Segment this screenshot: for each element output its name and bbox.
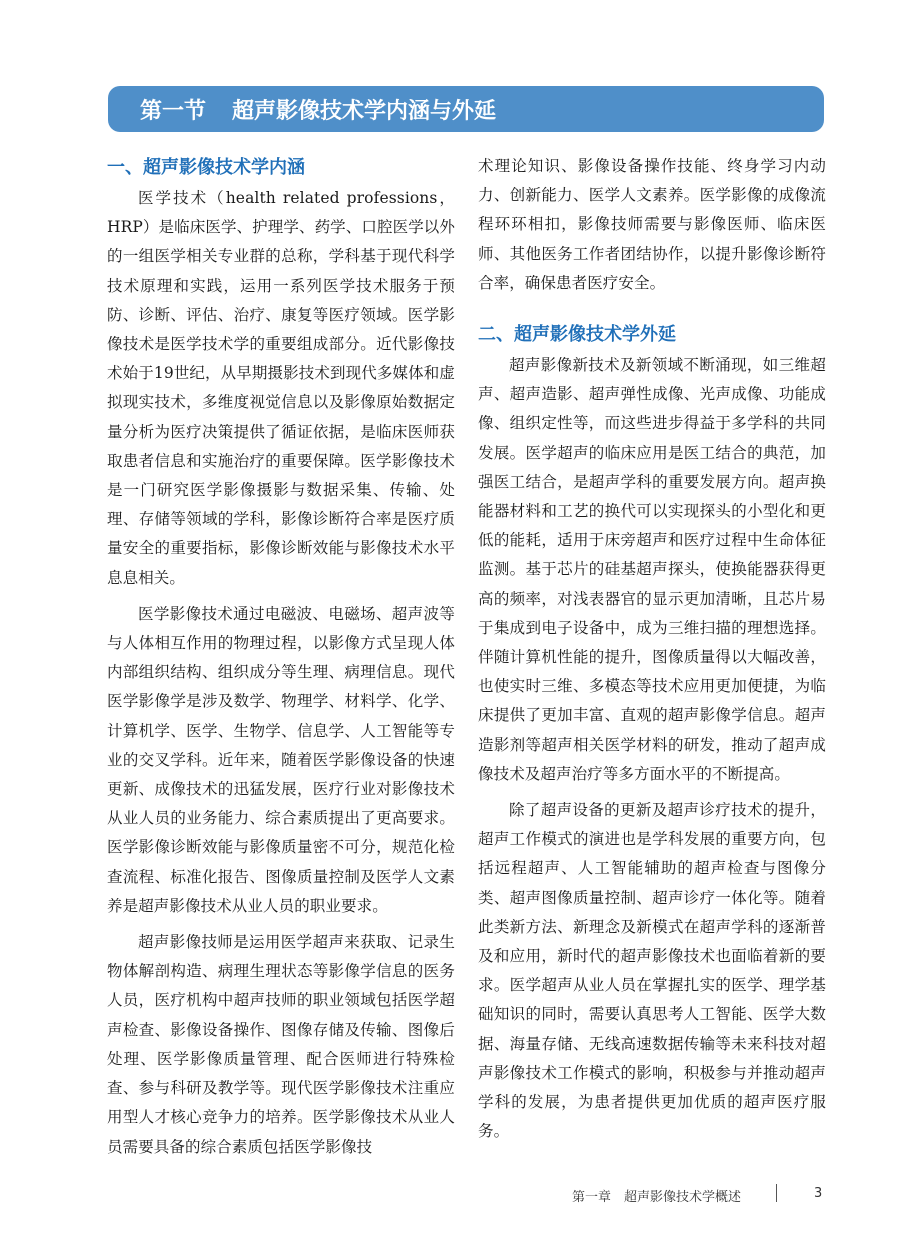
right-column	[478, 152, 826, 1147]
page-footer	[0, 1184, 900, 1208]
page-number: 3	[814, 1186, 823, 1201]
paragraph: 超声影像技师是运用医学超声来获取、记录生物体解剖构造、病理生理状态等影像学信息的医务人员，医疗机构中超声技师的职业领域包括医学超声检查、影像设备操作、图像存储及传输、图像后处理、医学影像质量管理、配合医师进行特殊检查、参与科研及教学等。现代医学影像技术注重应用型人才核心竞争力的培养。医学影像技术从业人员需要具备的综合素质包括医学影像技	[107, 933, 455, 1156]
footer-divider	[776, 1184, 777, 1202]
subsection-heading-extension: 二、超声影像技术学外延	[478, 324, 676, 346]
chapter-title: 第一章 超声影像技术学概述	[572, 1190, 742, 1205]
paragraph: 除了超声设备的更新及超声诊疗技术的提升，超声工作模式的演进也是学科发展的重要方向，包括远程超声、人工智能辅助的超声检查与图像分类、超声图像质量控制、超声诊疗一体化等。随着此类新方法、新理念及新模式在超声学科的逐渐普及和应用，新时代的超声影像技术也面临着新的要求。医学超声从业人员在掌握扎实的医学、理学基础知识的同时，需要认真思考人工智能、医学大数据、海量存储、无线高速数据传输等未来科技对超声影像技术工作模式的影响，积极参与并推动超声学科的发展，为患者提供更加优质的超声医疗服务。	[478, 801, 826, 1141]
paragraph: 医学技术（health related professions，HRP）是临床医学、护理学、药学、口腔医学以外的一组医学相关专业群的总称，学科基于现代科学技术原理和实践，运用一系列医学技术服务于预防、诊断、评估、治疗、康复等医疗领域。医学影像技术是医学技术学的重要组成部分。近代影像技术始于19世纪，从早期摄影技术到现代多媒体和虚拟现实技术，多维度视觉信息以及影像原始数据定量分析为医疗决策提供了循证依据，是临床医师获取患者信息和实施治疗的重要保障。医学影像技术是一门研究医学影像摄影与数据采集、传输、处理、存储等领域的学科，影像诊断符合率是医疗质量安全的重要指标，影像诊断效能与影像技术水平息息相关。	[107, 189, 455, 587]
paragraph: 超声影像新技术及新领域不断涌现，如三维超声、超声造影、超声弹性成像、光声成像、功能成像、组织定性等，而这些进步得益于多学科的共同发展。医学超声的临床应用是医工结合的典范，加强医工结合，是超声学科的重要发展方向。超声换能器材料和工艺的换代可以实现探头的小型化和更低的能耗，适用于床旁超声和医疗过程中生命体征监测。基于芯片的硅基超声探头，使换能器获得更高的频率，对浅表器官的显示更加清晰，且芯片易于集成到电子设备中，成为三维扫描的理想选择。伴随计算机性能的提升，图像质量得以大幅改善，也使实时三维、多模态等技术应用更加便捷，为临床提供了更加丰富、直观的超声影像学信息。超声造影剂等超声相关医学材料的研发，推动了超声成像技术及超声治疗等多方面水平的不断提高。	[478, 356, 826, 783]
section-banner	[108, 86, 824, 132]
left-column	[107, 152, 455, 1162]
subsection-heading-connotation: 一、超声影像技术学内涵	[107, 157, 305, 178]
paragraph: 医学影像技术通过电磁波、电磁场、超声波等与人体相互作用的物理过程，以影像方式呈现人体内部组织结构、组织成分等生理、病理信息。现代医学影像学是涉及数学、物理学、材料学、化学、计算机学、医学、生物学、信息学、人工智能等专业的交叉学科。近年来，随着医学影像设备的快速更新、成像技术的迅猛发展，医疗行业对影像技术从业人员的业务能力、综合素质提出了更高要求。医学影像诊断效能与影像质量密不可分，规范化检查流程、标准化报告、图像质量控制及医学人文素养是超声影像技术从业人员的职业要求。	[107, 604, 455, 915]
section-number: 第一节	[140, 98, 207, 124]
section-title: 超声影像技术学内涵与外延	[232, 98, 497, 124]
paragraph-continued: 术理论知识、影像设备操作技能、终身学习内动力、创新能力、医学人文素养。医学影像的成像流程环环相扣，影像技师需要与影像医师、临床医师、其他医务工作者团结协作，以提升影像诊断符合率，确保患者医疗安全。	[478, 157, 826, 292]
